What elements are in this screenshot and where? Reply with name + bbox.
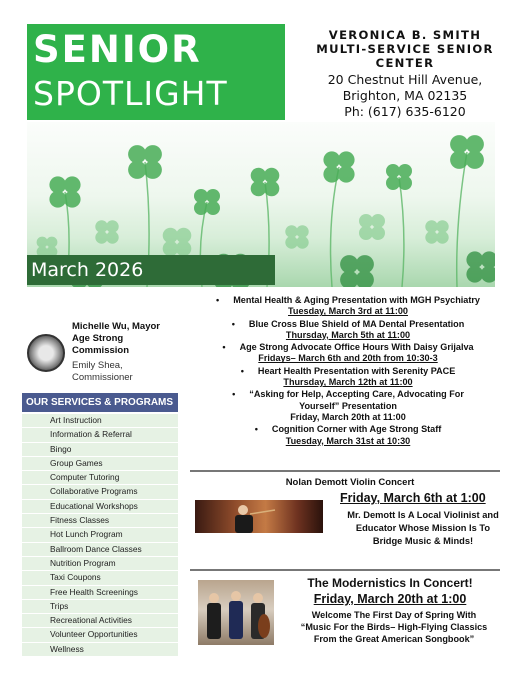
service-item: Nutrition Program (22, 557, 178, 571)
event-date: Thursday, March 12th at 11:00 (283, 377, 413, 388)
event-title: • Mental Health & Aging Presentation with MGH Psychiatry (192, 295, 504, 306)
mayor-block (72, 321, 182, 357)
event-title: • Age Strong Advocate Office Hours With Daisy Grijalva (192, 342, 504, 353)
services-heading: OUR SERVICES & PROGRAMS (22, 393, 178, 412)
concert2-date: Friday, March 20th at 1:00 (313, 592, 467, 606)
service-item: Bingo (22, 443, 178, 457)
event-date: Friday, March 20th at 11:00 (290, 411, 406, 422)
service-item: Information & Referral (22, 428, 178, 442)
services-list (22, 414, 178, 657)
concert1-desc-line3: Bridge Music & Minds! (372, 536, 474, 546)
service-item: Free Health Screenings (22, 586, 178, 600)
event-date: Tuesday, March 3rd at 11:00 (288, 306, 408, 317)
band-photo (198, 580, 274, 645)
service-item: Taxi Coupons (22, 571, 178, 585)
address-line1: 20 Chestnut Hill Avenue, (327, 72, 483, 87)
concert2-title: The Modernistics In Concert! (307, 576, 473, 590)
phone: Ph: (617) 635-6120 (344, 104, 466, 119)
service-item: Ballroom Dance Classes (22, 543, 178, 557)
event-title-continued: Yourself” Presentation (299, 400, 397, 411)
commission-line2: Commission (72, 345, 130, 356)
events-list (192, 295, 504, 448)
service-item: Computer Tutoring (22, 471, 178, 485)
title-block (27, 24, 285, 120)
event-date: Fridays– March 6th and 20th from 10:30-3 (258, 353, 438, 364)
event-date: Thursday, March 5th at 11:00 (285, 329, 411, 340)
service-item: Volunteer Opportunities (22, 628, 178, 642)
concert2-desc-line3: From the Great American Songbook” (313, 634, 475, 644)
title-spotlight: SPOTLIGHT (33, 74, 228, 113)
address-line2: Brighton, MA 02135 (342, 88, 468, 103)
city-seal-icon (27, 334, 65, 372)
divider (190, 569, 500, 571)
service-item: Fitness Classes (22, 514, 178, 528)
band-figures-icon (198, 580, 274, 645)
center-name-line3: CENTER (375, 56, 435, 70)
violinist-figure-icon (195, 500, 323, 533)
concert2-description (282, 609, 506, 645)
concert1-title: Nolan Demott Violin Concert (285, 477, 415, 488)
violinist-photo (195, 500, 323, 533)
concert1-desc-line2: Educator Whose Mission Is To (355, 523, 491, 533)
center-name-line2: MULTI-SERVICE SENIOR (316, 42, 494, 56)
center-info (300, 28, 510, 120)
event-title: • Cognition Corner with Age Strong Staff (192, 424, 504, 435)
service-item: Trips (22, 600, 178, 614)
title-senior: SENIOR (33, 28, 202, 71)
service-item: Recreational Activities (22, 614, 178, 628)
event-title: • Blue Cross Blue Shield of MA Dental Presentation (192, 319, 504, 330)
concert2-desc-line2: “Music For the Birds– High-Flying Classics (300, 622, 488, 632)
service-item: Wellness (22, 643, 178, 657)
service-item: Educational Workshops (22, 500, 178, 514)
commissioner-title: Commissioner (72, 372, 133, 383)
service-item: Group Games (22, 457, 178, 471)
event-date: Tuesday, March 31st at 10:30 (285, 435, 411, 446)
center-name-line1: VERONICA B. SMITH (328, 28, 482, 42)
divider (190, 470, 500, 472)
concert2-desc-line1: Welcome The First Day of Spring With (311, 610, 477, 620)
service-item: Collaborative Programs (22, 485, 178, 499)
month-banner: March 2026 (27, 255, 275, 285)
concert1-description (328, 509, 518, 548)
commission-line1: Age Strong (72, 333, 124, 344)
event-title: • Heart Health Presentation with Serenity PACE (192, 366, 504, 377)
commissioner-name: Emily Shea, (72, 360, 123, 371)
concert1-desc-line1: Mr. Demott Is A Local Violinist and (347, 510, 499, 520)
mayor-name: Michelle Wu, Mayor (72, 321, 160, 332)
concert1-date: Friday, March 6th at 1:00 (340, 491, 486, 505)
commissioner-block (72, 360, 182, 384)
service-item: Hot Lunch Program (22, 528, 178, 542)
event-title: • “Asking for Help, Accepting Care, Advocating For (192, 389, 504, 400)
service-item: Art Instruction (22, 414, 178, 428)
